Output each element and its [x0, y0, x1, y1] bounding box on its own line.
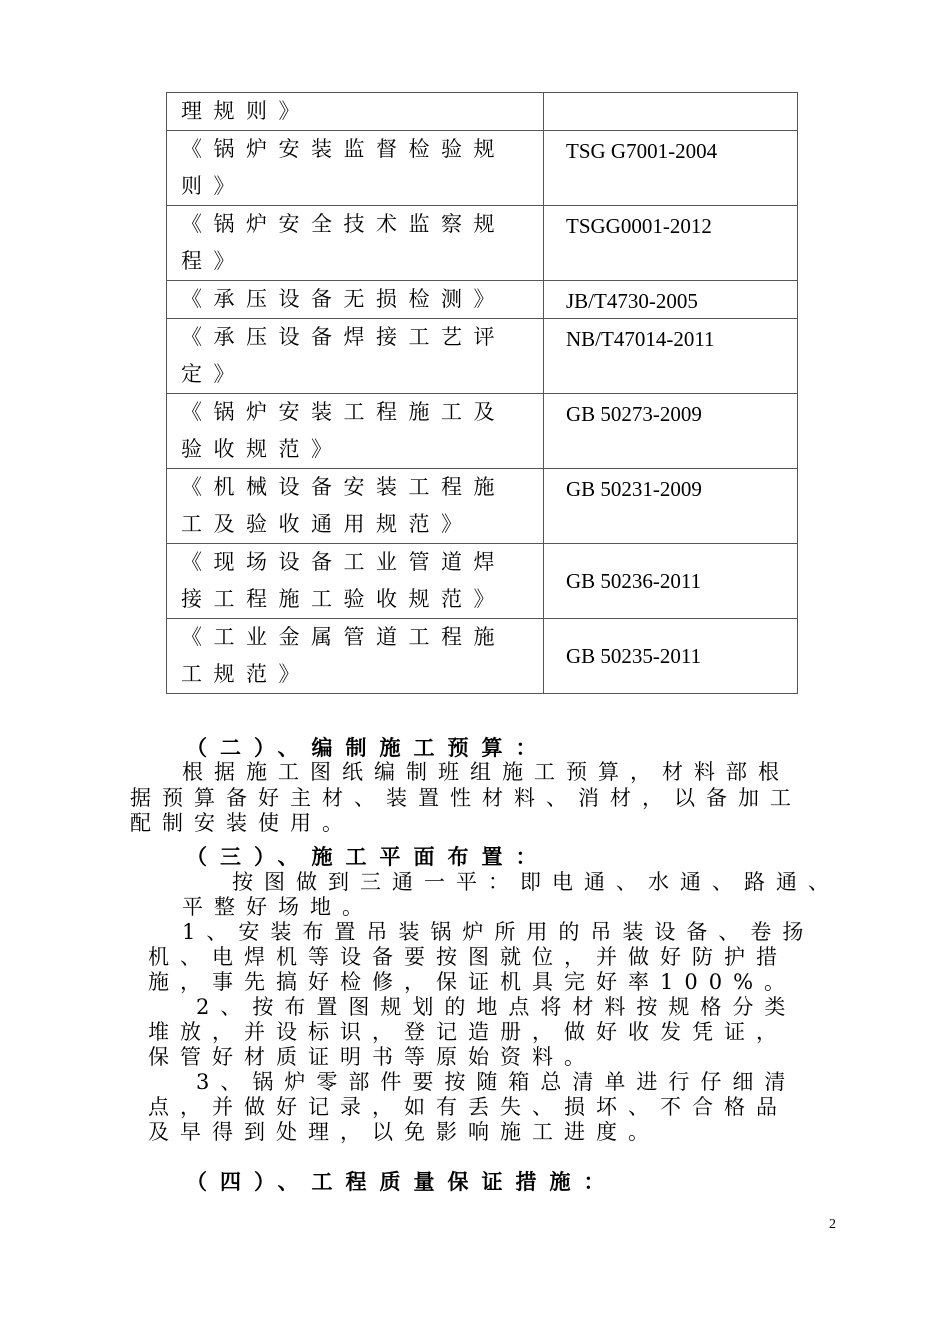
standard-name-cell — [167, 281, 544, 319]
standard-code: TSG G7001-2004 — [566, 139, 718, 163]
standard-code — [544, 93, 797, 101]
standard-name-line: 验收规范》 — [181, 437, 344, 461]
section-heading-layout: （三）、施工平面布置： — [186, 844, 550, 869]
standard-name-cell — [167, 394, 544, 469]
standard-name-line: 《锅炉安装工程施工及 — [181, 400, 506, 424]
table-row — [167, 131, 798, 206]
list-item-line: 2、按布置图规划的地点将材料按规格分类 — [196, 995, 797, 1019]
standard-name-line: 理规则》 — [181, 99, 311, 123]
standard-code-cell — [544, 131, 798, 206]
list-item-line: 3、锅炉零部件要按随箱总清单进行仔细清 — [196, 1070, 797, 1094]
section-heading-quality: （四）、工程质量保证措施： — [186, 1169, 618, 1194]
paragraph-line: 平整好场地。 — [182, 895, 374, 919]
table-row — [167, 281, 798, 319]
standard-code-cell — [544, 544, 798, 619]
table-row — [167, 469, 798, 544]
standard-code: GB 50236-2011 — [566, 568, 702, 593]
standard-code: NB/T47014-2011 — [566, 327, 715, 351]
standard-code-cell — [544, 619, 798, 694]
standard-name-line: 接工程施工验收规范》 — [181, 587, 506, 611]
table-row — [167, 619, 798, 694]
paragraph-line: 据预算备好主材、装置性材料、消材，以备加工 — [130, 786, 802, 810]
standard-code-cell — [544, 281, 798, 319]
standard-code-cell — [544, 93, 798, 131]
standard-code: TSGG0001-2012 — [566, 214, 712, 238]
paragraph-line: 根据施工图纸编制班组施工预算，材料部根 — [182, 760, 790, 784]
standard-name-cell — [167, 206, 544, 281]
page-number: 2 — [829, 1217, 836, 1232]
standard-code-cell — [544, 319, 798, 394]
standard-name-cell — [167, 619, 544, 694]
standard-code-cell — [544, 206, 798, 281]
standard-name-cell — [167, 93, 544, 131]
list-item-line: 堆放，并设标识，登记造册，做好收发凭证， — [148, 1020, 788, 1044]
standard-code-cell — [544, 469, 798, 544]
standard-name-line: 工规范》 — [181, 662, 311, 686]
list-item-line: 保管好材质证明书等原始资料。 — [148, 1045, 596, 1069]
standard-name-line: 则》 — [181, 174, 246, 198]
standard-name-line: 《机械设备安装工程施 — [181, 475, 506, 499]
table-row — [167, 319, 798, 394]
standard-code: GB 50231-2009 — [566, 477, 702, 501]
list-item-line: 及早得到处理，以免影响施工进度。 — [148, 1120, 660, 1144]
standard-name-cell — [167, 131, 544, 206]
standard-name-cell — [167, 469, 544, 544]
table-row — [167, 93, 798, 131]
list-item-line: 1、安装布置吊装锅炉所用的吊装设备、卷扬 — [182, 920, 815, 944]
standard-code-cell — [544, 394, 798, 469]
standard-name-cell — [167, 319, 544, 394]
standard-name-line: 程》 — [181, 249, 246, 273]
standard-name-line: 《承压设备无损检测》 — [181, 287, 506, 311]
standard-name-line: 《锅炉安全技术监察规 — [181, 212, 506, 236]
table-row — [167, 394, 798, 469]
standard-name-line: 定》 — [181, 362, 246, 386]
standard-name-line: 《现场设备工业管道焊 — [181, 550, 506, 574]
list-item-line: 点，并做好记录，如有丢失、损坏、不合格品 — [148, 1095, 788, 1119]
list-item-line: 机、电焊机等设备要按图就位，并做好防护措 — [148, 945, 788, 969]
standard-code: JB/T4730-2005 — [566, 289, 698, 313]
table-row — [167, 206, 798, 281]
section-heading-budget: （二）、编制施工预算： — [186, 735, 550, 760]
table-row — [167, 544, 798, 619]
standards-table — [166, 92, 798, 694]
standard-name-line: 《承压设备焊接工艺评 — [181, 325, 506, 349]
standard-code: GB 50235-2011 — [566, 643, 702, 668]
standard-name-cell — [167, 544, 544, 619]
paragraph-line: 配制安装使用。 — [130, 811, 354, 835]
paragraph-line: 按图做到三通一平：即电通、水通、路通、 — [232, 870, 840, 894]
standard-name-line: 工及验收通用规范》 — [181, 512, 474, 536]
standard-name-line: 《锅炉安装监督检验规 — [181, 137, 506, 161]
standard-code: GB 50273-2009 — [566, 402, 702, 426]
standard-name-line: 《工业金属管道工程施 — [181, 625, 506, 649]
list-item-line: 施，事先搞好检修，保证机具完好率100%。 — [148, 970, 797, 994]
